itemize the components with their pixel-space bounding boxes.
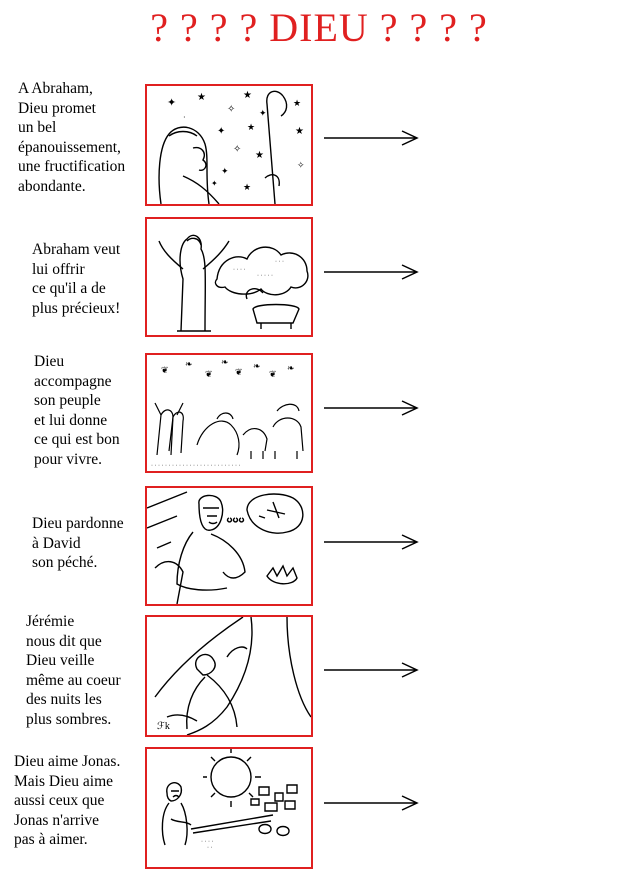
row-3-arrow-icon [322, 398, 422, 418]
svg-text:· · · · · · · · · · · · · · ·: · · · · · · · · · · · · · · · · · · · · · · · · · · [151, 463, 241, 469]
jonah-sun-city-image [145, 747, 313, 869]
svg-text:★: ★ [255, 150, 264, 161]
svg-text:✧: ✧ [227, 104, 236, 115]
svg-text:·: · [183, 113, 186, 122]
abraham-stars-image [145, 84, 313, 206]
svg-text:· · · · ·: · · · · · [257, 273, 273, 279]
svg-text:✧: ✧ [297, 160, 305, 170]
svg-text:★: ★ [295, 126, 304, 137]
jonah-sun-city-drawing [147, 749, 311, 867]
svg-text:★: ★ [243, 90, 252, 101]
david-crown-image [145, 486, 313, 606]
svg-text:· ·: · · [207, 845, 213, 851]
row-6-text: Dieu aime Jonas. Mais Dieu aime aussi ceux que Jonas n'arrive pas à aimer. [14, 753, 121, 848]
row-2-arrow-icon [322, 262, 422, 282]
row-1-text: A Abraham, Dieu promet un bel épanouissement, une fructification abondante. [18, 80, 126, 195]
row-6-arrow-icon [322, 793, 422, 813]
exodus-manna-drawing [147, 355, 311, 471]
svg-text:✦: ✦ [217, 126, 226, 137]
jeremiah-night-drawing [147, 617, 311, 735]
svg-text:❦: ❦ [161, 365, 169, 375]
svg-text:❦: ❦ [205, 369, 213, 379]
svg-text:❦: ❦ [235, 367, 243, 377]
svg-text:✦: ✦ [221, 166, 229, 176]
exodus-manna-image [145, 353, 313, 473]
abraham-stars-drawing [147, 86, 311, 204]
row-4-text: Dieu pardonne à David son péché. [32, 515, 124, 571]
svg-text:❧: ❧ [221, 357, 229, 367]
svg-text:· · · ·: · · · · [201, 839, 214, 845]
svg-text:· · · ·: · · · · [233, 267, 246, 273]
svg-text:✦: ✦ [259, 108, 267, 118]
row-1-arrow-icon [322, 128, 422, 148]
svg-text:★: ★ [243, 182, 252, 192]
svg-text:✧: ✧ [233, 144, 242, 155]
jeremiah-night-image [145, 615, 313, 737]
row-5-text: Jérémie nous dit que Dieu veille même au coeur des nuits les plus sombres. [26, 613, 121, 728]
row-3-text: Dieu accompagne son peuple et lui donne ce qui est bon pour vivre. [34, 353, 120, 468]
page-title: ? ? ? ? DIEU ? ? ? ? [150, 5, 488, 50]
row-5-arrow-icon [322, 660, 422, 680]
abraham-altar-drawing [147, 219, 311, 335]
svg-text:· · ·: · · · [275, 259, 284, 265]
svg-text:ℱk: ℱk [157, 721, 170, 732]
svg-text:❦: ❦ [269, 369, 277, 379]
svg-text:❧: ❧ [185, 359, 193, 369]
svg-text:❧: ❧ [287, 363, 295, 373]
abraham-altar-image [145, 217, 313, 337]
david-crown-drawing [147, 488, 311, 604]
svg-text:✦: ✦ [167, 97, 177, 109]
svg-text:❧: ❧ [253, 361, 261, 371]
row-4-arrow-icon [322, 532, 422, 552]
svg-text:★: ★ [293, 98, 302, 108]
row-2-text: Abraham veut lui offrir ce qu'il a de plus précieux! [32, 241, 121, 317]
svg-text:★: ★ [197, 92, 206, 103]
svg-text:✦: ✦ [211, 179, 218, 188]
svg-text:★: ★ [247, 122, 256, 132]
